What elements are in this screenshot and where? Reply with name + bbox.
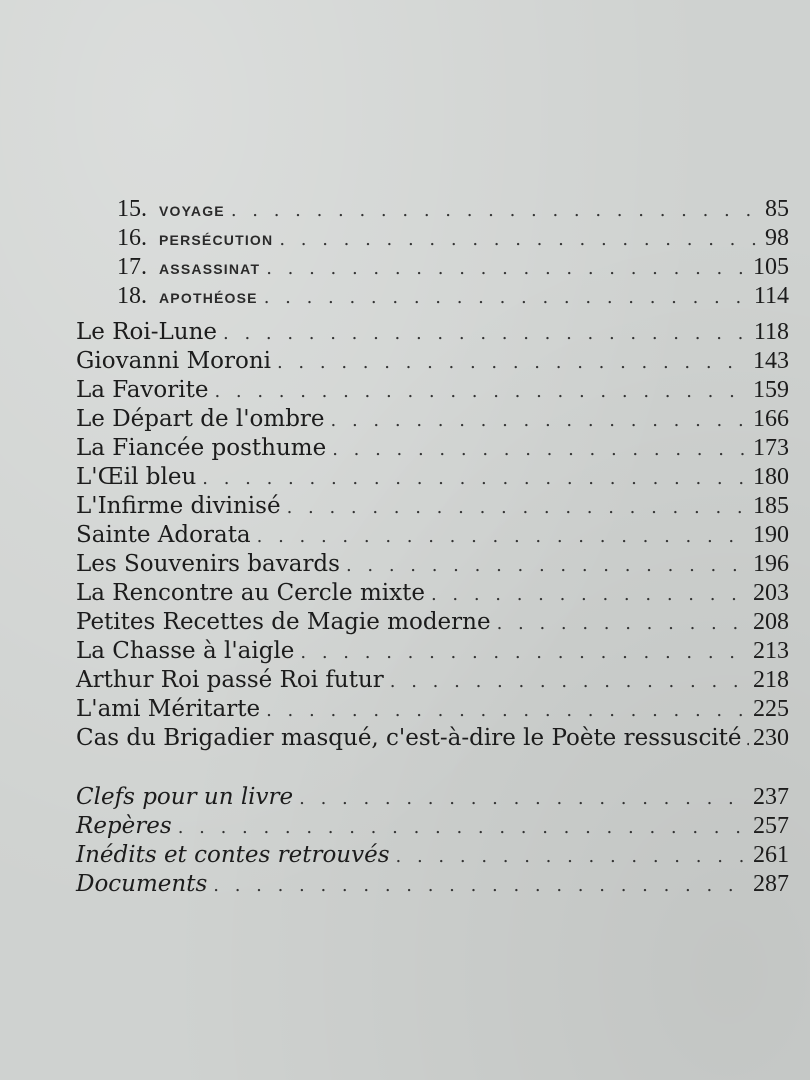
toc-entry (76, 434, 789, 463)
appendix-title: Documents (76, 871, 208, 897)
page-number: 213 (753, 638, 789, 664)
page-number: 114 (753, 283, 789, 309)
story-title: L'Œil bleu (76, 464, 197, 490)
leader-dots (266, 254, 747, 283)
leader-dots (279, 225, 759, 254)
story-title: Arthur Roi passé Roi futur (76, 667, 384, 693)
appendix-title: Repères (76, 813, 172, 839)
page-number: 166 (753, 406, 789, 432)
leader-dots (266, 696, 747, 725)
story-title: L'Infirme divinisé (76, 493, 281, 519)
toc-entry (76, 637, 789, 666)
leader-dots (178, 813, 747, 842)
chapter-title: voyage (159, 199, 225, 221)
toc-entry (76, 666, 789, 695)
leader-dots (264, 283, 748, 312)
page-number: 196 (753, 551, 789, 577)
toc-entry (117, 224, 789, 253)
story-title: Giovanni Moroni (76, 348, 271, 374)
page-number: 203 (753, 580, 789, 606)
page-number: 208 (753, 609, 789, 635)
page-number: 98 (765, 225, 789, 251)
story-title: Les Souvenirs bavards (76, 551, 340, 577)
chapter-number: 15. (117, 196, 147, 222)
leader-dots (202, 464, 747, 493)
page-number: 173 (753, 435, 789, 461)
leader-dots (390, 667, 747, 696)
toc-entry (76, 724, 789, 753)
page-number: 237 (753, 784, 789, 810)
story-title: Cas du Brigadier masqué, c'est-à-dire le Poète ressuscité (76, 725, 742, 751)
page-number: 143 (753, 348, 789, 374)
appendix-title: Inédits et contes retrouvés (76, 842, 390, 868)
toc-entry (76, 347, 789, 376)
toc-entry (76, 405, 789, 434)
page-number: 230 (753, 725, 789, 751)
chapter-number: 18. (117, 283, 147, 309)
leader-dots (396, 842, 747, 871)
story-title: Petites Recettes de Magie moderne (76, 609, 491, 635)
leader-dots (277, 348, 747, 377)
toc-entry (76, 318, 789, 347)
leader-dots (214, 377, 747, 406)
page-number: 225 (753, 696, 789, 722)
page-number: 185 (753, 493, 789, 519)
toc-entry (117, 253, 789, 282)
toc-entry (76, 550, 789, 579)
toc-entry (76, 812, 789, 841)
page-number: 118 (753, 319, 789, 345)
chapter-number: 16. (117, 225, 147, 251)
leader-dots (231, 196, 759, 225)
leader-dots (299, 784, 747, 813)
story-title: La Favorite (76, 377, 209, 403)
toc-entry (76, 841, 789, 870)
leader-dots (213, 871, 747, 900)
leader-dots (497, 609, 747, 638)
toc-entry (76, 579, 789, 608)
chapter-title: apothéose (159, 286, 258, 308)
leader-dots (223, 319, 748, 348)
leader-dots (431, 580, 747, 609)
page-number: 190 (753, 522, 789, 548)
story-title: Le Départ de l'ombre (76, 406, 325, 432)
leader-dots (331, 406, 747, 435)
page-number: 287 (753, 871, 789, 897)
story-title: L'ami Méritarte (76, 696, 261, 722)
appendix-title: Clefs pour un livre (76, 784, 294, 810)
page-number: 261 (753, 842, 789, 868)
page-number: 105 (753, 254, 789, 280)
toc-entry (76, 521, 789, 550)
toc-entry (76, 376, 789, 405)
leader-dots (300, 638, 747, 667)
leader-dots (287, 493, 747, 522)
page-number: 85 (765, 196, 789, 222)
story-title: La Fiancée posthume (76, 435, 327, 461)
chapter-title: assassinat (159, 257, 261, 279)
chapter-title: persécution (159, 228, 274, 250)
toc-entry (76, 463, 789, 492)
leader-dots (746, 725, 749, 754)
story-title: Sainte Adorata (76, 522, 251, 548)
page-number: 218 (753, 667, 789, 693)
toc-entry (76, 695, 789, 724)
page-number: 257 (753, 813, 789, 839)
toc-entry (76, 608, 789, 637)
leader-dots (332, 435, 747, 464)
toc-entry (76, 783, 789, 812)
toc-entry (117, 195, 789, 224)
story-title: La Chasse à l'aigle (76, 638, 295, 664)
page-number: 180 (753, 464, 789, 490)
leader-dots (257, 522, 747, 551)
toc-entry (117, 282, 789, 311)
leader-dots (346, 551, 747, 580)
toc-entry (76, 492, 789, 521)
chapter-number: 17. (117, 254, 147, 280)
story-title: Le Roi-Lune (76, 319, 217, 345)
story-title: La Rencontre au Cercle mixte (76, 580, 425, 606)
page-number: 159 (753, 377, 789, 403)
toc-entry (76, 870, 789, 899)
